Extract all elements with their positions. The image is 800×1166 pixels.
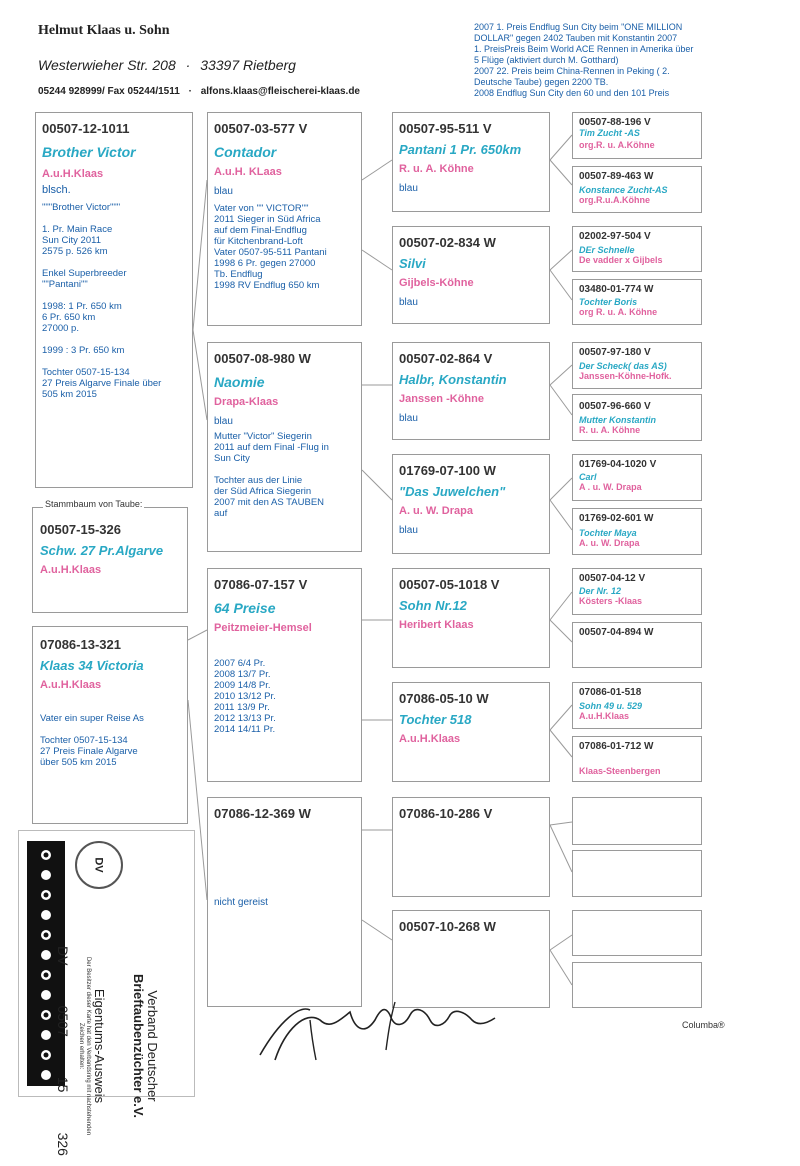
parent3-breeder: Peitzmeier-Hemsel	[214, 622, 312, 634]
dv-logo-text: DV	[93, 857, 105, 873]
gp3-name: Halbr, Konstantin	[399, 372, 507, 387]
parent1-ring: 00507-03-577 V	[214, 121, 308, 136]
ggp11-breeder: A.u.H.Klaas	[579, 711, 630, 721]
ownership-card	[18, 830, 195, 1156]
breeder-address	[38, 57, 296, 73]
ggp2-name: Konstance Zucht-AS	[579, 185, 668, 195]
ggp-box-7	[572, 454, 702, 501]
registered-mark: ®	[718, 1020, 725, 1030]
parent4-ring: 07086-12-369 W	[214, 806, 311, 821]
breeder-name: Helmut Klaas u. Sohn	[38, 23, 170, 38]
stammbaum-label: Stammbaum von Taube:	[45, 499, 143, 509]
ggp5-ring: 00507-97-180 V	[579, 347, 651, 358]
parent-box-1	[207, 112, 362, 326]
parent2-breeder: Drapa-Klaas	[214, 396, 279, 408]
parent-box-3	[207, 568, 362, 782]
gp5-ring: 00507-05-1018 V	[399, 577, 500, 592]
sibling1-ring: 00507-15-326	[40, 522, 121, 537]
parent2-notes: Mutter "Victor" Siegerin 2011 auf dem Final -Flug in Sun City Tochter aus der Linie der Süd Africa Siegerin 2007 mit den AS TAUBEN auf	[214, 431, 329, 519]
sibling2-ring: 07086-13-321	[40, 637, 121, 652]
ggp2-ring: 00507-89-463 W	[579, 171, 654, 182]
gp3-breeder: Janssen -Köhne	[399, 393, 484, 405]
columba-brand	[682, 1020, 725, 1030]
ggp-box-13	[572, 797, 702, 845]
parent-box-4	[207, 797, 362, 1007]
ggp-box-1	[572, 112, 702, 159]
gp5-name: Sohn Nr.12	[399, 598, 467, 613]
gp1-ring: 00507-95-511 V	[399, 121, 492, 136]
card-text: Der Besitzer dieser Karte hat den Verbandsring mit nachstehenden Zeichen erhalten:	[78, 956, 91, 1136]
sibling2-notes: Vater ein super Reise As Tochter 0507-15-134 27 Preis Finale Algarve über 505 km 2015	[40, 713, 144, 768]
sibling2-box	[32, 626, 188, 824]
sibling1-box	[32, 507, 188, 613]
parent1-breeder: A.u.H. KLaas	[214, 166, 282, 178]
card-org-line2: Brieftaubenzüchter e.V.	[131, 973, 146, 1118]
parent3-name: 64 Preise	[214, 600, 276, 616]
ggp-box-15	[572, 910, 702, 956]
ggp12-breeder: Klaas-Steenbergen	[579, 766, 661, 776]
ggp8-ring: 01769-02-601 W	[579, 513, 654, 524]
gp8-ring: 00507-10-268 W	[399, 919, 496, 934]
card-org-line1: Verband Deutscher	[145, 990, 160, 1102]
contact-separator: ·	[188, 86, 192, 97]
gp6-breeder: A.u.H.Klaas	[399, 733, 461, 745]
ggp6-breeder: R. u. A. Köhne	[579, 425, 641, 435]
gp2-name: Silvi	[399, 256, 426, 271]
ggp4-name: Tochter Boris	[579, 297, 638, 307]
ggp5-name: Der Scheck( das AS)	[579, 361, 667, 371]
ggp9-breeder: Kösters -Klaas	[579, 596, 643, 606]
street: Westerwieher Str. 208	[38, 57, 176, 73]
ggp-box-10	[572, 622, 702, 668]
ggp9-name: Der Nr. 12	[579, 586, 622, 596]
ggp8-breeder: A. u. W. Drapa	[579, 538, 640, 548]
ggp1-name: Tim Zucht -AS	[579, 128, 640, 138]
ggp4-breeder: org R. u. A. Köhne	[579, 307, 658, 317]
card-rotated-content	[29, 926, 159, 1166]
grandparent-box-5	[392, 568, 550, 668]
ggp-box-4	[572, 279, 702, 325]
brand-name: Columba	[682, 1020, 719, 1030]
gp4-name: "Das Juwelchen"	[399, 484, 506, 499]
sibling2-name: Klaas 34 Victoria	[40, 658, 144, 673]
gp4-color: blau	[399, 525, 418, 536]
ggp-box-11	[572, 682, 702, 729]
phone-fax: 05244 928999/ Fax 05244/1511	[38, 86, 180, 97]
gp4-ring: 01769-07-100 W	[399, 463, 496, 478]
gp4-breeder: A. u. W. Drapa	[399, 505, 473, 517]
subject-box	[35, 112, 193, 488]
sibling1-breeder: A.u.H.Klaas	[40, 564, 102, 576]
ggp-box-12	[572, 736, 702, 782]
card-number3: 326	[55, 1132, 71, 1156]
ggp-box-6	[572, 394, 702, 441]
ggp-box-9	[572, 568, 702, 615]
ggp-box-8	[572, 508, 702, 555]
gp2-color: blau	[399, 297, 418, 308]
subject-ring: 00507-12-1011	[42, 121, 130, 136]
ggp-box-5	[572, 342, 702, 389]
dv-logo-icon	[75, 841, 123, 889]
ggp1-ring: 00507-88-196 V	[579, 117, 651, 128]
ggp-box-16	[572, 962, 702, 1008]
ggp10-ring: 00507-04-894 W	[579, 627, 654, 638]
ggp8-name: Tochter Maya	[579, 528, 637, 538]
grandparent-box-1	[392, 112, 550, 212]
grandparent-box-6	[392, 682, 550, 782]
breeder-contact	[38, 86, 360, 97]
address-separator: ·	[185, 57, 191, 73]
ggp12-ring: 07086-01-712 W	[579, 741, 654, 752]
ggp3-breeder: De vadder x Gijbels	[579, 255, 663, 265]
card-number1: 0507	[55, 1005, 71, 1037]
ggp3-name: DEr Schnelle	[579, 245, 635, 255]
gp2-ring: 00507-02-834 W	[399, 235, 496, 250]
subject-name: Brother Victor	[42, 144, 136, 160]
achievements-text: 2007 1. Preis Endflug Sun City beim "ONE MILLION DOLLAR" gegen 2402 Tauben mit Konstantin 2007 1. PreisPreis Beim World ACE Rennen in Amerika über 5 Flüge (aktiviert durch M. Gotthard) 2007 22. Preis beim China-Rennen in Peking ( 2. Deutsche Taube) gegen 2200 TB. 2008 Endflug Sun City den 60 und den 101 Preis	[474, 22, 694, 98]
gp3-color: blau	[399, 413, 418, 424]
ggp9-ring: 00507-04-12 V	[579, 573, 646, 584]
city: 33397 Rietberg	[200, 57, 296, 73]
gp2-breeder: Gijbels-Köhne	[399, 277, 474, 289]
parent1-name: Contador	[214, 144, 277, 160]
gp3-ring: 00507-02-864 V	[399, 351, 493, 366]
parent-box-2	[207, 342, 362, 552]
ggp7-name: Carl	[579, 472, 597, 482]
gp6-ring: 07086-05-10 W	[399, 691, 489, 706]
card-number2: 15	[55, 1076, 71, 1093]
gp6-name: Tochter 518	[399, 712, 472, 727]
ggp-box-3	[572, 226, 702, 272]
ggp1-breeder: org.R. u. A.Köhne	[579, 140, 655, 150]
parent2-name: Naomie	[214, 374, 265, 390]
parent1-notes: Vater von "" VICTOR"" 2011 Sieger in Süd Africa auf dem Final-Endflug für Kitchenbrand-Loft Vater 0507-95-511 Pantani 1998 6 Pr. gegen 27000 Tb. Endflug 1998 RV Endflug 650 km	[214, 203, 327, 291]
grandparent-box-3	[392, 342, 550, 440]
card-dv: DV	[55, 946, 71, 966]
ggp-box-14	[572, 850, 702, 897]
ggp3-ring: 02002-97-504 V	[579, 231, 651, 242]
signature-icon	[250, 990, 510, 1065]
gp5-breeder: Heribert Klaas	[399, 619, 474, 631]
parent2-ring: 00507-08-980 W	[214, 351, 311, 366]
gp7-ring: 07086-10-286 V	[399, 806, 493, 821]
gp1-color: blau	[399, 183, 418, 194]
ggp6-name: Mutter Konstantin	[579, 415, 656, 425]
parent3-ring: 07086-07-157 V	[214, 577, 308, 592]
parent2-color: blau	[214, 416, 233, 427]
email: alfons.klaas@fleischerei-klaas.de	[200, 86, 360, 97]
ggp-box-2	[572, 166, 702, 213]
ggp11-name: Sohn 49 u. 529	[579, 701, 643, 711]
gp1-name: Pantani 1 Pr. 650km	[399, 142, 522, 157]
parent3-notes: 2007 6/4 Pr. 2008 13/7 Pr. 2009 14/8 Pr. 2010 13/12 Pr. 2011 13/9 Pr. 2012 13/13 Pr. 2014 14/11 Pr.	[214, 658, 276, 735]
ggp4-ring: 03480-01-774 W	[579, 284, 654, 295]
parent4-notes: nicht gereist	[214, 897, 268, 908]
parent1-color: blau	[214, 186, 233, 197]
ggp2-breeder: org.R.u.A.Köhne	[579, 195, 650, 205]
subject-breeder: A.u.H.Klaas	[42, 168, 104, 180]
sibling1-name: Schw. 27 Pr.Algarve	[40, 543, 164, 558]
ggp6-ring: 00507-96-660 V	[579, 401, 651, 412]
sibling2-breeder: A.u.H.Klaas	[40, 679, 102, 691]
ggp7-ring: 01769-04-1020 V	[579, 459, 657, 470]
ggp5-breeder: Janssen-Köhne-Hofk.	[579, 371, 672, 381]
subject-color: blsch.	[42, 184, 71, 196]
grandparent-box-7	[392, 797, 550, 897]
gp1-breeder: R. u. A. Köhne	[399, 163, 474, 175]
subject-notes: """Brother Victor""" 1. Pr. Main Race Sun City 2011 2575 p. 526 km Enkel Superbreeder ""Pantani"" 1998: 1 Pr. 650 km 6 Pr. 650 km 27000 p. 1999 : 3 Pr. 650 km Tochter 0507-15-134 27 Preis Algarve Finale über 505 km 2015	[42, 202, 162, 400]
card-title: Eigentums-Ausweis	[92, 988, 107, 1104]
card-ring-numbers	[55, 946, 71, 1156]
grandparent-box-2	[392, 226, 550, 324]
grandparent-box-4	[392, 454, 550, 554]
ggp11-ring: 07086-01-518	[579, 687, 642, 698]
ggp7-breeder: A . u. W. Drapa	[579, 482, 642, 492]
